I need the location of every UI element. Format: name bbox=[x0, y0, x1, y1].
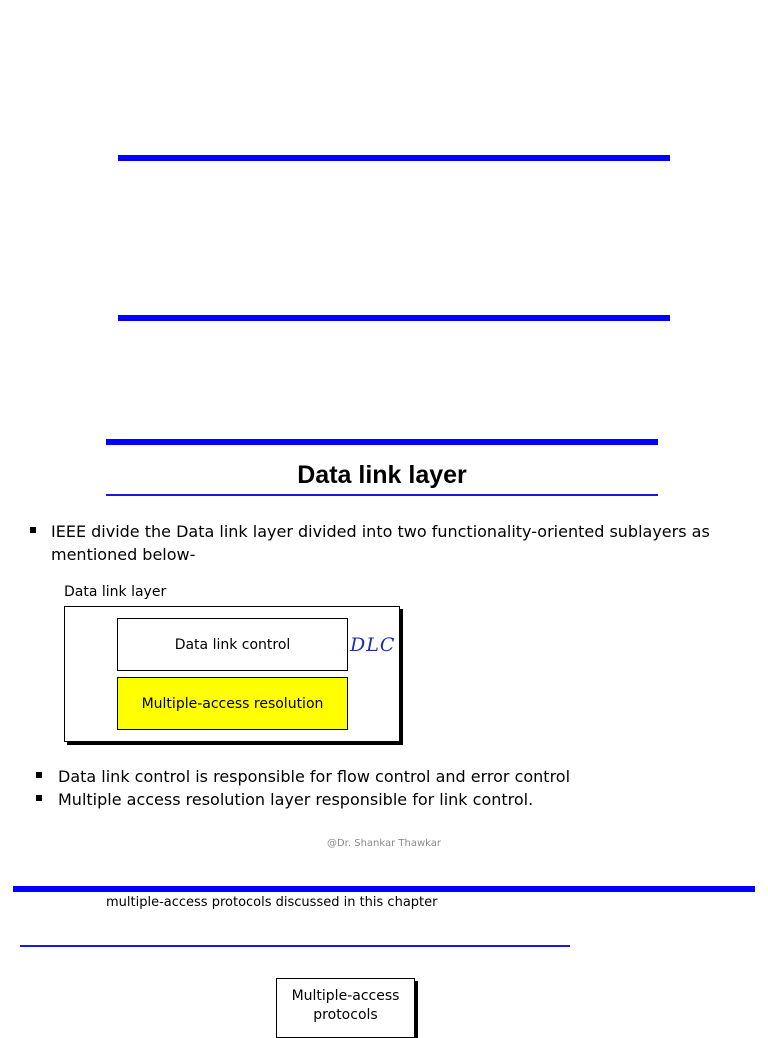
slide-title-rule-top bbox=[106, 439, 658, 445]
slide-rule-top-1 bbox=[118, 155, 670, 161]
multiple-access-protocols-box bbox=[276, 978, 415, 1038]
data-link-control-box bbox=[117, 618, 348, 671]
protocols-box-line-1: Multiple-access bbox=[291, 988, 400, 1004]
slide-title-rule-bottom bbox=[106, 494, 658, 496]
bullet-marker bbox=[36, 795, 42, 801]
bullet-data-link-control: Data link control is responsible for flow control and error control bbox=[58, 767, 571, 786]
slide-rule-top-2 bbox=[118, 315, 670, 321]
intro-bullet-continued: mentioned below- bbox=[51, 545, 196, 564]
slide-title: Data link layer bbox=[297, 461, 467, 489]
author-credit: @Dr. Shankar Thawkar bbox=[326, 838, 442, 849]
protocols-box-line-2: protocols bbox=[313, 1007, 378, 1023]
data-link-control-label: Data link control bbox=[174, 636, 291, 653]
next-slide-rule-bottom bbox=[20, 945, 570, 947]
intro-bullet: IEEE divide the Data link layer divided into two functionality-oriented sublayers as bbox=[51, 522, 710, 541]
next-slide-caption: multiple-access protocols discussed in this chapter bbox=[106, 895, 438, 910]
bullet-marker bbox=[30, 527, 36, 533]
next-slide-rule-top bbox=[13, 886, 755, 892]
bullet-multiple-access: Multiple access resolution layer responsible for link control. bbox=[58, 790, 534, 809]
multiple-access-resolution-box bbox=[117, 677, 348, 730]
handwritten-dlc-note: DLC bbox=[350, 634, 396, 656]
multiple-access-resolution-label: Multiple-access resolution bbox=[141, 695, 324, 712]
bullet-marker bbox=[36, 772, 42, 778]
diagram-caption: Data link layer bbox=[64, 584, 167, 600]
